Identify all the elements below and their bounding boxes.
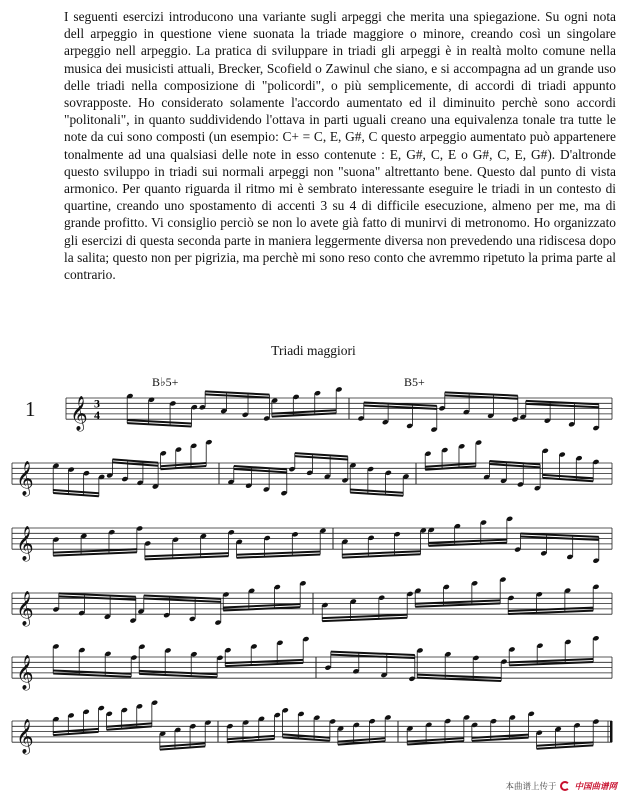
treble-clef-icon: 𝄞 (16, 461, 34, 497)
treble-clef-icon: 𝄞 (70, 396, 88, 432)
exercise-number: 1 (25, 397, 36, 421)
chord-symbol: B5+ (404, 375, 425, 389)
treble-clef-icon: 𝄞 (16, 591, 34, 627)
watermark-brand: 中国曲谱网 (574, 782, 617, 792)
svg-text:3: 3 (94, 396, 100, 411)
chord-symbol: B♭5+ (152, 375, 179, 389)
section-title: Triadi maggiori (271, 343, 356, 358)
treble-clef-icon: 𝄞 (16, 526, 34, 562)
intro-paragraph: I seguenti esercizi introducono una variante sugli arpeggi che merita una spiegazione. Su ogni nota dell arpeggio in questione viene suonata la triade maggiore o minore, creando così un singolare arpeggio nell arpeggio. La pratica di sviluppare in triadi gli arpeggi è in realtà molto comune nella musica dei musicisti attuali, Brecker, Scofield o Zawinul che siano, e si accompagna ad un grande uso delle triadi nella composizione di "policordi", o più semplicemente, di accordi di triadi appunto sovrapposte. Ho considerato solamente l'accordo aumentato ed il diminuito perchè sono accordi "politonali", in quanto suddividendo l'ottava in parti uguali creano una equivalenza tonale tra tutte le note da cui sono composti (un esempio: C+ = C, E, G#, C questo arpeggio aumentato può appartenere tonalmente ad una qualsiasi delle note in esso contenute : E, G#, C, E o G#, C, E, G#). D'altronde questo sviluppo in triadi sui normali arpeggi non "suona" altrettanto bene. Questo dal punto di vista armonico. Per quanto riguarda il ritmo mi è sembrato interessante eseguire le triadi in un contesto di quartine, creando uno spostamento di accenti 3 su 4 di difficile esecuzione, almeno per me, ma di grande profitto. Vi consiglio perciò se non lo avete già fatto di munirvi di metronomo. Ho organizzato gli esercizi di questa seconda parte in maniera leggermente diversa non prevedendo una ridiscesa dopo la salita; questo non per pigrizia, ma perchè mi sono reso conto che avremmo ripetuto la prima parte al contrario. (64, 9, 616, 283)
watermark-text: 本曲谱上传于 (505, 782, 557, 792)
watermark (505, 780, 617, 792)
treble-clef-icon: 𝄞 (16, 655, 34, 691)
site-logo-icon (560, 781, 570, 791)
svg-text:4: 4 (94, 408, 100, 423)
treble-clef-icon: 𝄞 (16, 719, 34, 755)
